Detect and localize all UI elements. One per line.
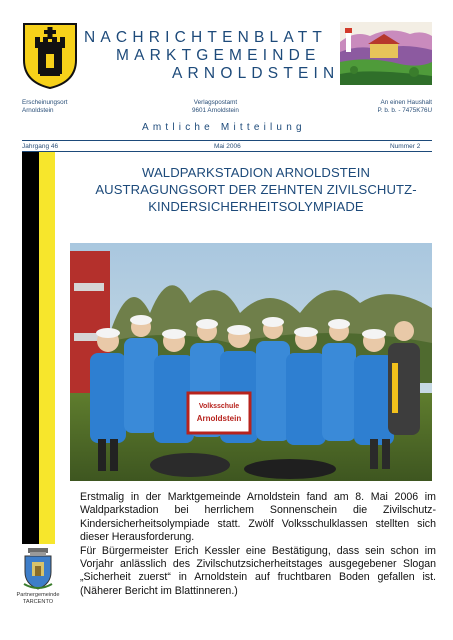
headline-line3: KINDERSICHERHEITSOLYMPIADE	[148, 199, 364, 214]
sign-text-line2: Arnoldstein	[196, 414, 242, 423]
group-photo	[70, 243, 432, 481]
landscape-painting	[340, 22, 432, 85]
partner-crest-icon	[22, 548, 54, 590]
article-paragraph-1: Erstmalig in der Marktgemeinde Arnoldstein fand am 8. Mai 2006 im Waldparkstadion bei herrlichem Sonnenschein die Zivilschutz-Kindersicherheitsolympiade statt. Zwölf Volksschulklassen stellten sich dieser Herausforderung.	[80, 491, 436, 544]
issue-volume: Jahrgang 46	[22, 143, 59, 150]
headline-line2: AUSTRAGUNGSORT DER ZEHNTEN ZIVILSCHUTZ-	[95, 182, 417, 197]
coat-of-arms-icon	[22, 22, 78, 90]
partner-caption-line1: Partnergemeinde	[16, 592, 60, 598]
headline-line1: WALDPARKSTADION ARNOLDSTEIN	[142, 165, 370, 180]
sign-text-line1: Volksschule	[198, 403, 240, 410]
partner-caption-line2: TARCENTO	[22, 599, 54, 605]
headline	[80, 164, 432, 215]
issue-date: Mai 2006	[214, 143, 241, 150]
masthead-line1: NACHRICHTENBLATT	[84, 29, 328, 46]
yellow-stripe	[39, 152, 55, 544]
official-notice-subtitle: Amtliche Mitteilung	[142, 122, 306, 133]
meta-postage: An einen Haushalt P. b. b. - 7475K76U	[377, 99, 432, 114]
meta-post-office: Verlagspostamt 9601 Arnoldstein	[192, 99, 239, 114]
meta-place-of-publication: Erscheinungsort Arnoldstein	[22, 99, 68, 114]
issue-number: Nummer 2	[390, 143, 421, 150]
article-paragraph-2: Für Bürgermeister Erich Kessler eine Bestätigung, dass sein schon im Vorjahr anlässlich des Zivilschutzsicherheitstages ausgegebener Slogan „Sicherheit zuerst“ in Arnoldstein auf fruchtbaren Boden gefallen ist. (Näherer Bericht im Blattinneren.)	[80, 544, 436, 597]
masthead-line2: MARKTGEMEINDE	[116, 47, 321, 64]
black-stripe	[22, 152, 39, 544]
masthead-line3: ARNOLDSTEIN	[172, 65, 340, 82]
divider	[22, 140, 432, 141]
article-body	[80, 491, 436, 598]
divider	[22, 151, 432, 152]
